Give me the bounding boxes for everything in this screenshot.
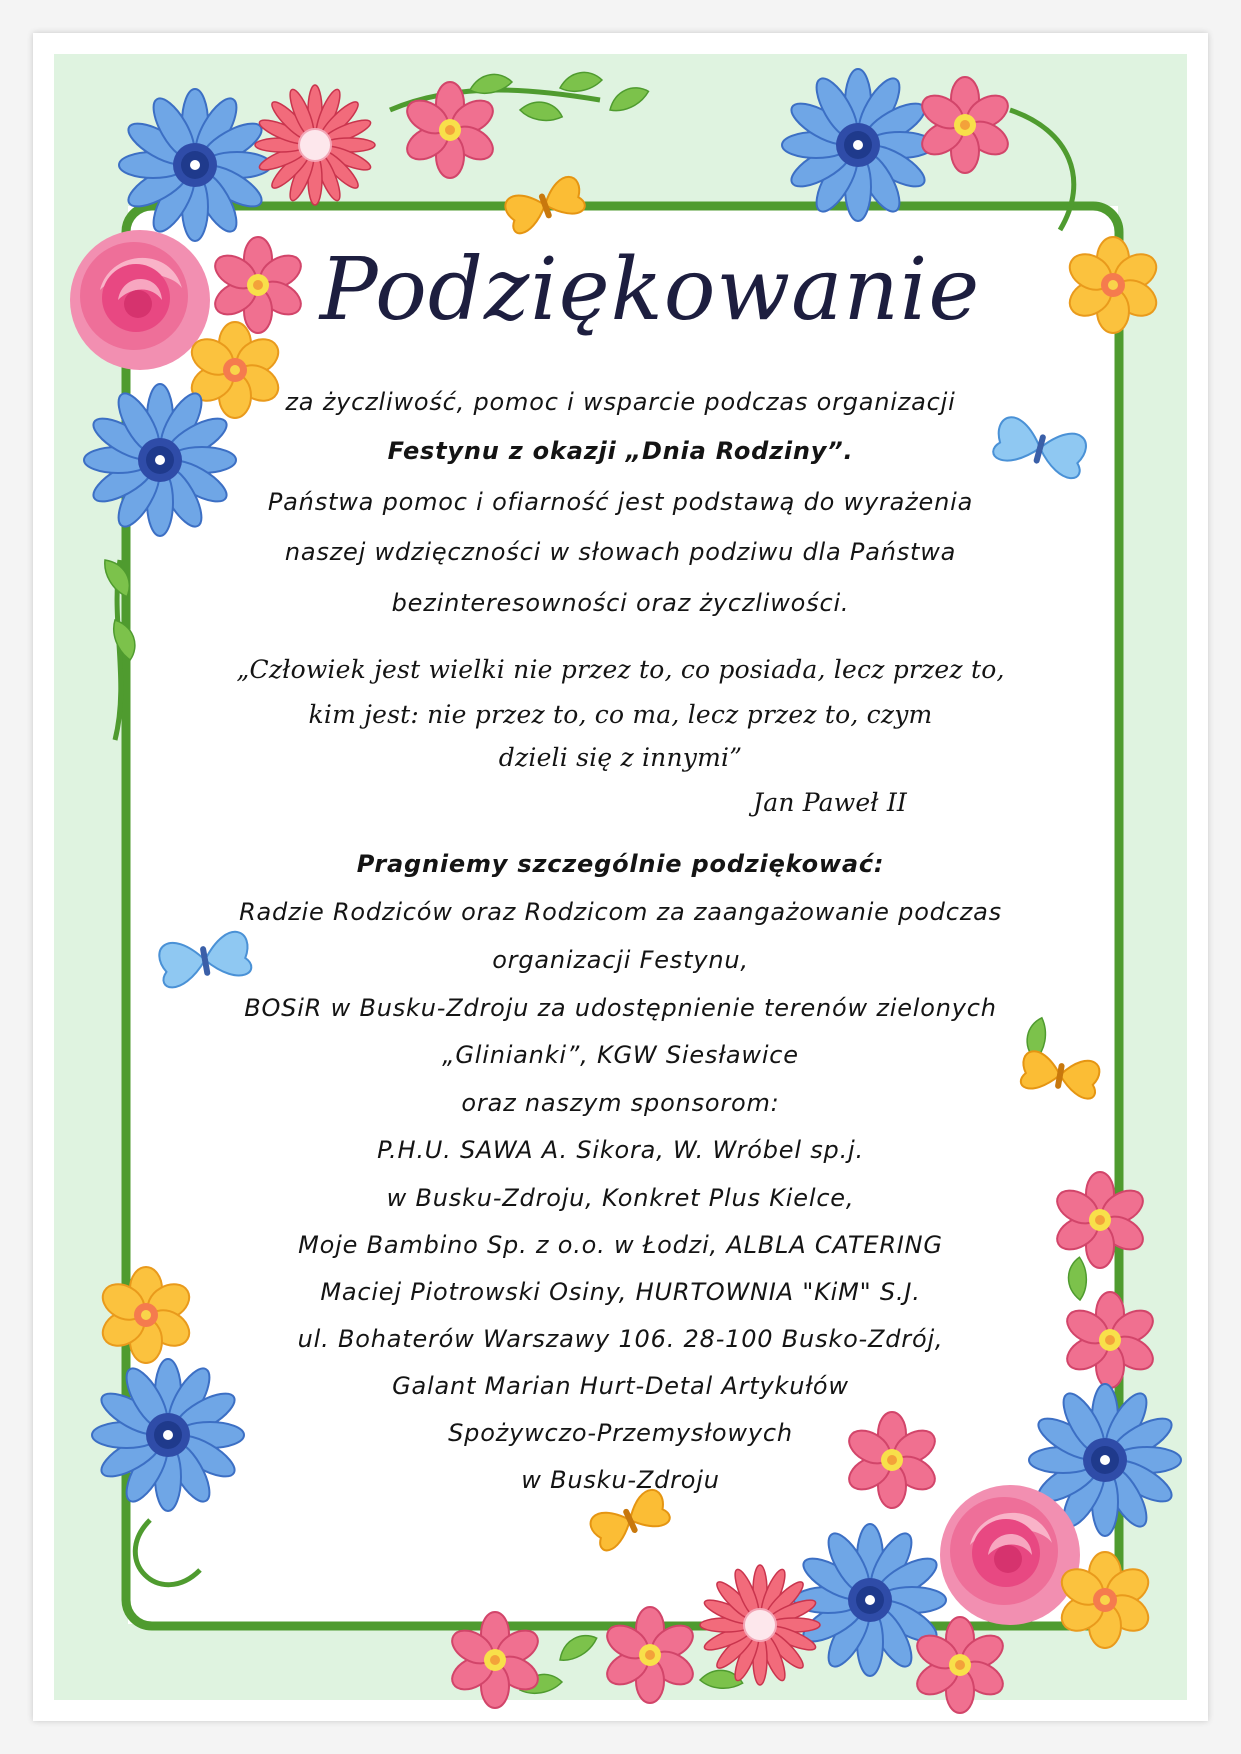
thanks-line: Moje Bambino Sp. z o.o. w Łodzi, ALBLA CATERING bbox=[298, 1231, 943, 1259]
intro-line-4: naszej wdzięczności w słowach podziwu dla Państwa bbox=[284, 538, 957, 566]
thanks-line: Maciej Piotrowski Osiny, HURTOWNIA "KiM" S.J. bbox=[320, 1278, 921, 1306]
thanks-line: w Busku-Zdroju bbox=[521, 1466, 720, 1494]
quote-author: Jan Paweł II bbox=[753, 788, 907, 817]
thanks-line: organizacji Festynu, bbox=[492, 946, 749, 974]
intro-line-1: za życzliwość, pomoc i wsparcie podczas organizacji bbox=[285, 388, 956, 416]
quote-line-1: „Człowiek jest wielki nie przez to, co posiada, lecz przez to, bbox=[236, 655, 1005, 684]
intro-line-5: bezinteresowności oraz życzliwości. bbox=[391, 589, 850, 617]
page-title: Podziękowanie bbox=[319, 240, 981, 340]
thanks-line: P.H.U. SAWA A. Sikora, W. Wróbel sp.j. bbox=[377, 1136, 864, 1164]
thanks-line: Spożywczo-Przemysłowych bbox=[448, 1419, 793, 1447]
thanks-line: Galant Marian Hurt-Detal Artykułów bbox=[392, 1372, 849, 1400]
thanks-line: w Busku-Zdroju, Konkret Plus Kielce, bbox=[386, 1184, 855, 1212]
intro-line-3: Państwa pomoc i ofiarność jest podstawą do wyrażenia bbox=[267, 488, 974, 516]
quote-line-3: dzieli się z innymi” bbox=[498, 743, 743, 772]
thanks-heading: Pragniemy szczególnie podziękować: bbox=[356, 850, 885, 878]
thanks-line: oraz naszym sponsorom: bbox=[461, 1089, 780, 1117]
intro-line-2: Festynu z okazji „Dnia Rodziny”. bbox=[387, 437, 854, 465]
thanks-line: „Glinianki”, KGW Siesławice bbox=[442, 1041, 799, 1069]
quote-line-2: kim jest: nie przez to, co ma, lecz przez to, czym bbox=[308, 700, 933, 729]
thanks-line: ul. Bohaterów Warszawy 106. 28-100 Busko-Zdrój, bbox=[297, 1325, 944, 1353]
thanks-line: BOSiR w Busku-Zdroju za udostępnienie terenów zielonych bbox=[244, 994, 997, 1022]
thanks-line: Radzie Rodziców oraz Rodzicom za zaangażowanie podczas bbox=[239, 898, 1002, 926]
